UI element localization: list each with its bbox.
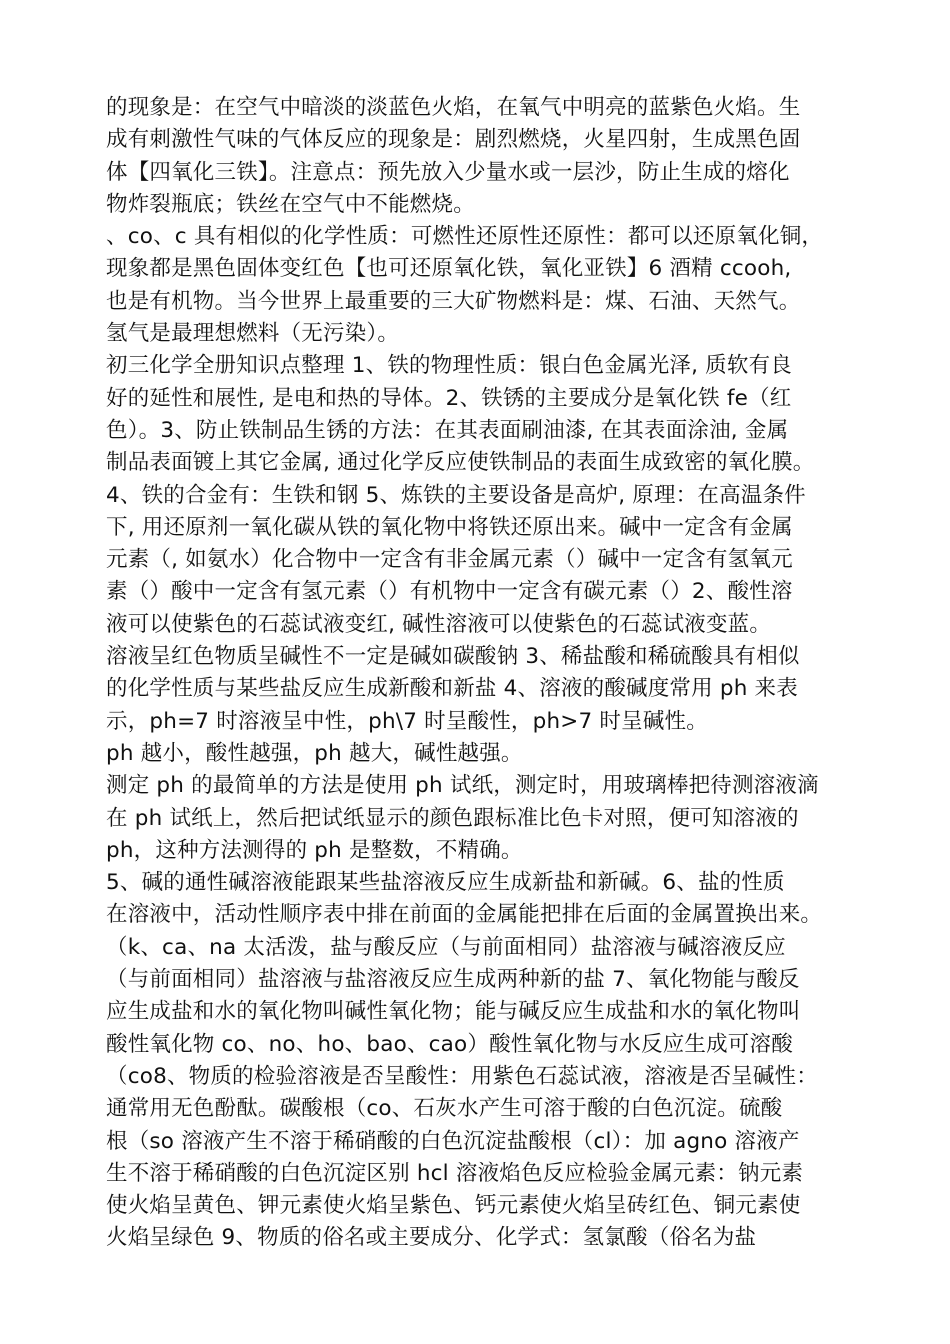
text-line: 火焰呈绿色 9、物质的俗名或主要成分、化学式：氢氯酸（俗名为盐 [106, 1225, 757, 1251]
text-line: 、co、c 具有相似的化学性质：可燃性还原性还原性：都可以还原氧化铜， [106, 224, 824, 250]
text-line: 使火焰呈黄色、钾元素使火焰呈紫色、钙元素使火焰呈砖红色、铜元素使 [106, 1193, 801, 1219]
text-line: 素（）酸中一定含有氢元素（）有机物中一定含有碳元素（）2、酸性溶 [106, 579, 793, 605]
text-line: 在溶液中，活动性顺序表中排在前面的金属能把排在后面的金属置换出来。 [106, 902, 823, 928]
text-line: 色）。3、防止铁制品生锈的方法：在其表面刷油漆, 在其表面涂油, 金属 [106, 417, 789, 443]
text-line: 成有刺激性气味的气体反应的现象是：剧烈燃烧，火星四射，生成黑色固 [106, 127, 801, 153]
text-line: 5、碱的通性碱溶液能跟某些盐溶液反应生成新盐和新碱。6、盐的性质 [106, 870, 785, 896]
text-line: 生不溶于稀硝酸的白色沉淀区别 hcl 溶液焰色反应检验金属元素：钠元素 [106, 1160, 804, 1186]
text-line: 根（so 溶液产生不溶于稀硝酸的白色沉淀盐酸根（cl）：加 agno 溶液产 [106, 1128, 800, 1154]
text-line: 液可以使紫色的石蕊试液变红, 碱性溶液可以使紫色的石蕊试液变蓝。 [106, 611, 772, 637]
text-line: 下, 用还原剂一氧化碳从铁的氧化物中将铁还原出来。碱中一定含有金属 [106, 514, 793, 540]
text-line: ph 越小，酸性越强，ph 越大，碱性越强。 [106, 740, 523, 766]
text-line: 4、铁的合金有：生铁和钢 5、炼铁的主要设备是高炉, 原理：在高温条件 [106, 482, 806, 508]
text-line: 好的延性和展性, 是电和热的导体。2、铁锈的主要成分是氧化铁 fe（红 [106, 385, 792, 411]
text-line: 的现象是：在空气中暗淡的淡蓝色火焰，在氧气中明亮的蓝紫色火焰。生 [106, 95, 801, 120]
text-line: 的化学性质与某些盐反应生成新酸和新盐 4、溶液的酸碱度常用 ph 来表 [106, 676, 798, 702]
text-line: 氢气是最理想燃料（无污染）。 [106, 321, 400, 347]
text-line: 应生成盐和水的氧化物叫碱性氧化物；能与碱反应生成盐和水的氧化物叫 [106, 999, 801, 1025]
text-line: 酸性氧化物 co、no、ho、bao、cao）酸性氧化物与水反应生成可溶酸 [106, 1031, 793, 1057]
text-line: 物炸裂瓶底；铁丝在空气中不能燃烧。 [106, 191, 475, 217]
text-line: （co8、物质的检验溶液是否呈酸性：用紫色石蕊试液，溶液是否呈碱性： [106, 1063, 818, 1089]
text-line: 在 ph 试纸上，然后把试纸显示的颜色跟标准比色卡对照，便可知溶液的 [106, 805, 799, 831]
text-line: 元素（, 如氨水）化合物中一定含有非金属元素（）碱中一定含有氢氧元 [106, 547, 793, 573]
text-line: 现象都是黑色固体变红色【也可还原氧化铁，氧化亚铁】6 酒精 ccooh, [106, 256, 792, 282]
text-line: （k、ca、na 太活泼，盐与酸反应（与前面相同）盐溶液与碱溶液反应 [106, 934, 786, 960]
text-line: 测定 ph 的最简单的方法是使用 ph 试纸，测定时，用玻璃棒把待测溶液滴 [106, 773, 819, 799]
text-line: 初三化学全册知识点整理 1、铁的物理性质：银白色金属光泽, 质软有良 [106, 353, 792, 379]
text-line: 溶液呈红色物质呈碱性不一定是碱如碳酸钠 3、稀盐酸和稀硫酸具有相似 [106, 644, 800, 670]
text-line: 制品表面镀上其它金属, 通过化学反应使铁制品的表面生成致密的氧化膜。 [106, 450, 815, 476]
text-line: 体【四氧化三铁】。注意点：预先放入少量水或一层沙，防止生成的熔化 [106, 159, 790, 185]
text-line: ph，这种方法测得的 ph 是整数，不精确。 [106, 837, 523, 863]
body-text [106, 92, 866, 1255]
text-line: （与前面相同）盐溶液与盐溶液反应生成两种新的盐 7、氧化物能与酸反 [106, 967, 800, 993]
text-line: 示，ph=7 时溶液呈中性，ph\7 时呈酸性，ph>7 时呈碱性。 [106, 708, 708, 734]
text-line: 通常用无色酚酞。碳酸根（co、石灰水产生可溶于酸的白色沉淀。硫酸 [106, 1096, 783, 1122]
text-line: 也是有机物。当今世界上最重要的三大矿物燃料是：煤、石油、天然气。 [106, 288, 801, 314]
